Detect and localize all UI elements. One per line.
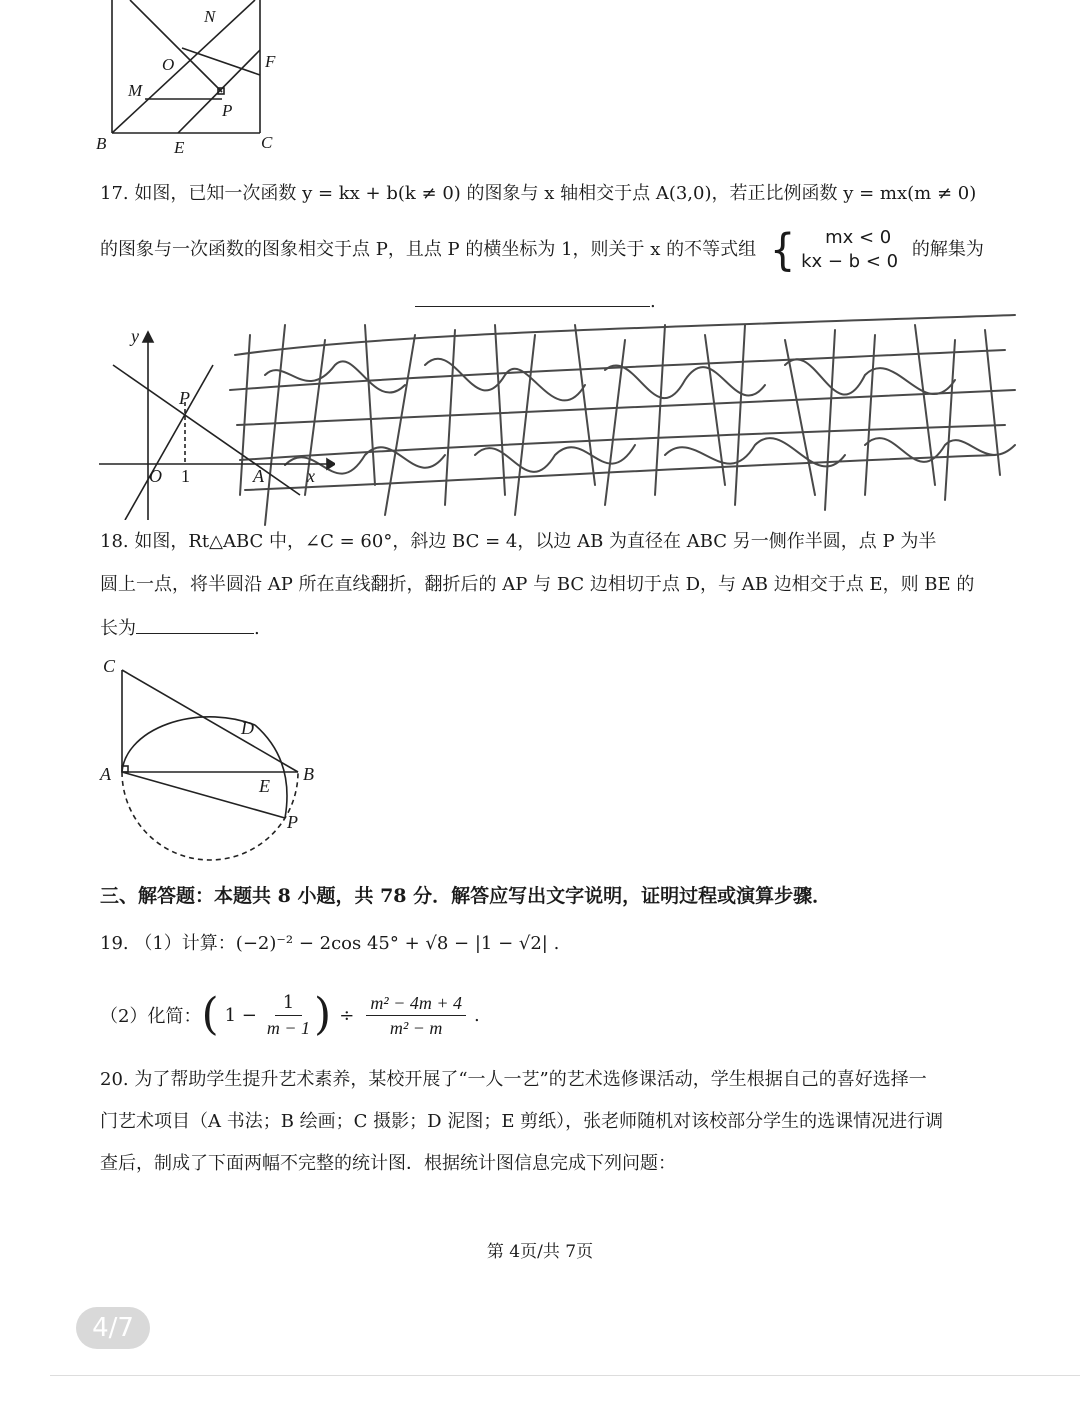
label-C: C	[103, 656, 116, 676]
label-x: x	[307, 466, 315, 486]
q17-line2-wrap	[100, 226, 984, 274]
label-O: O	[162, 55, 175, 74]
q17-line1: 17. 如图，已知一次函数 y = kx + b(k ≠ 0) 的图象与 x 轴相交于点 A(3,0)，若正比例函数 y = mx(m ≠ 0)	[100, 183, 977, 204]
divider	[50, 1375, 1080, 1376]
q18-blank	[136, 615, 254, 634]
q18-line2: 圆上一点，将半圆沿 AP 所在直线翻折，翻折后的 AP 与 BC 边相切于点 D，与 AB 边相交于点 E，则 BE 的	[100, 574, 975, 595]
q19-part2: （2）化简： ( 1 − $\frac{1}{m - 1}$ ) ÷ $\frac{\text{m² − 4m + 4}}{\text{m² − m}}$ .	[100, 989, 480, 1040]
q20-line2: 门艺术项目（A 书法；B 绘画；C 摄影；D 泥图；E 剪纸），张老师随机对该校部分学生的选课情况进行调	[100, 1111, 944, 1132]
inequality-1: mx < 0	[825, 227, 892, 248]
label-E: E	[174, 138, 185, 157]
label-C: C	[261, 133, 273, 152]
q17-end: .	[650, 291, 656, 312]
inequality-2: kx − b < 0	[801, 251, 899, 272]
q17-line2: 的图象与一次函数的图象相交于点 P，且点 P 的横坐标为 1，则关于 x 的不等式组	[100, 239, 757, 260]
fraction-2-den: m² − m	[389, 1017, 443, 1038]
page-number: 第 4页/共 7页	[486, 1242, 594, 1262]
q17-tail: 的解集为	[911, 239, 984, 260]
q18-line3: 长为	[100, 618, 136, 639]
fraction-1-den: m − 1	[266, 1017, 311, 1038]
fraction-1-num: 1	[275, 991, 302, 1016]
label-M: M	[128, 81, 143, 100]
label-P: P	[179, 388, 190, 408]
label-D: D	[241, 718, 254, 738]
q20-line1: 20. 为了帮助学生提升艺术素养，某校开展了“一人一艺”的艺术选修课活动，学生根据自己的喜好选择一	[100, 1069, 927, 1090]
q20-line3: 查后，制成了下面两幅不完整的统计图．根据统计图信息完成下列问题：	[100, 1153, 676, 1174]
label-O: O	[149, 466, 162, 486]
fraction-2-num: m² − 4m + 4	[366, 991, 466, 1016]
label-P: P	[222, 101, 233, 120]
fraction-1	[267, 991, 310, 1040]
label-A: A	[100, 764, 111, 784]
q18-line3-wrap	[100, 615, 260, 641]
label-F: F	[265, 52, 276, 71]
label-B: B	[303, 764, 314, 784]
label-y: y	[131, 326, 139, 346]
paren-left: (	[201, 989, 219, 1040]
figure-q16	[90, 0, 300, 160]
inequality-system: { mx < 0 kx − b < 0	[769, 224, 899, 276]
q18-line1: 18. 如图，Rt△ABC 中，∠C = 60°，斜边 BC = 4，以边 AB 为直径在 ABC 另一侧作半圆，点 P 为半	[100, 531, 937, 552]
label-E: E	[259, 776, 270, 796]
label-one: 1	[181, 466, 190, 486]
q18-end: .	[254, 618, 260, 639]
label-N: N	[204, 7, 216, 26]
handwriting-scribble	[225, 295, 1025, 535]
q19-part2-label: （2）化简：	[100, 1006, 202, 1027]
label-B: B	[96, 134, 107, 153]
figure-q18	[95, 650, 335, 870]
page-indicator-badge[interactable]: 4/7	[76, 1307, 150, 1349]
fraction-2	[366, 991, 466, 1040]
label-A: A	[253, 466, 264, 486]
section3-heading: 三、解答题：本题共 8 小题，共 78 分．解答应写出文字说明，证明过程或演算步骤．	[100, 885, 832, 907]
paren-right: )	[314, 989, 332, 1040]
label-P: P	[287, 812, 298, 832]
q19-part1: 19. （1）计算：(−2)⁻² − 2cos 45° + √8 − |1 − √2| .	[100, 933, 560, 954]
